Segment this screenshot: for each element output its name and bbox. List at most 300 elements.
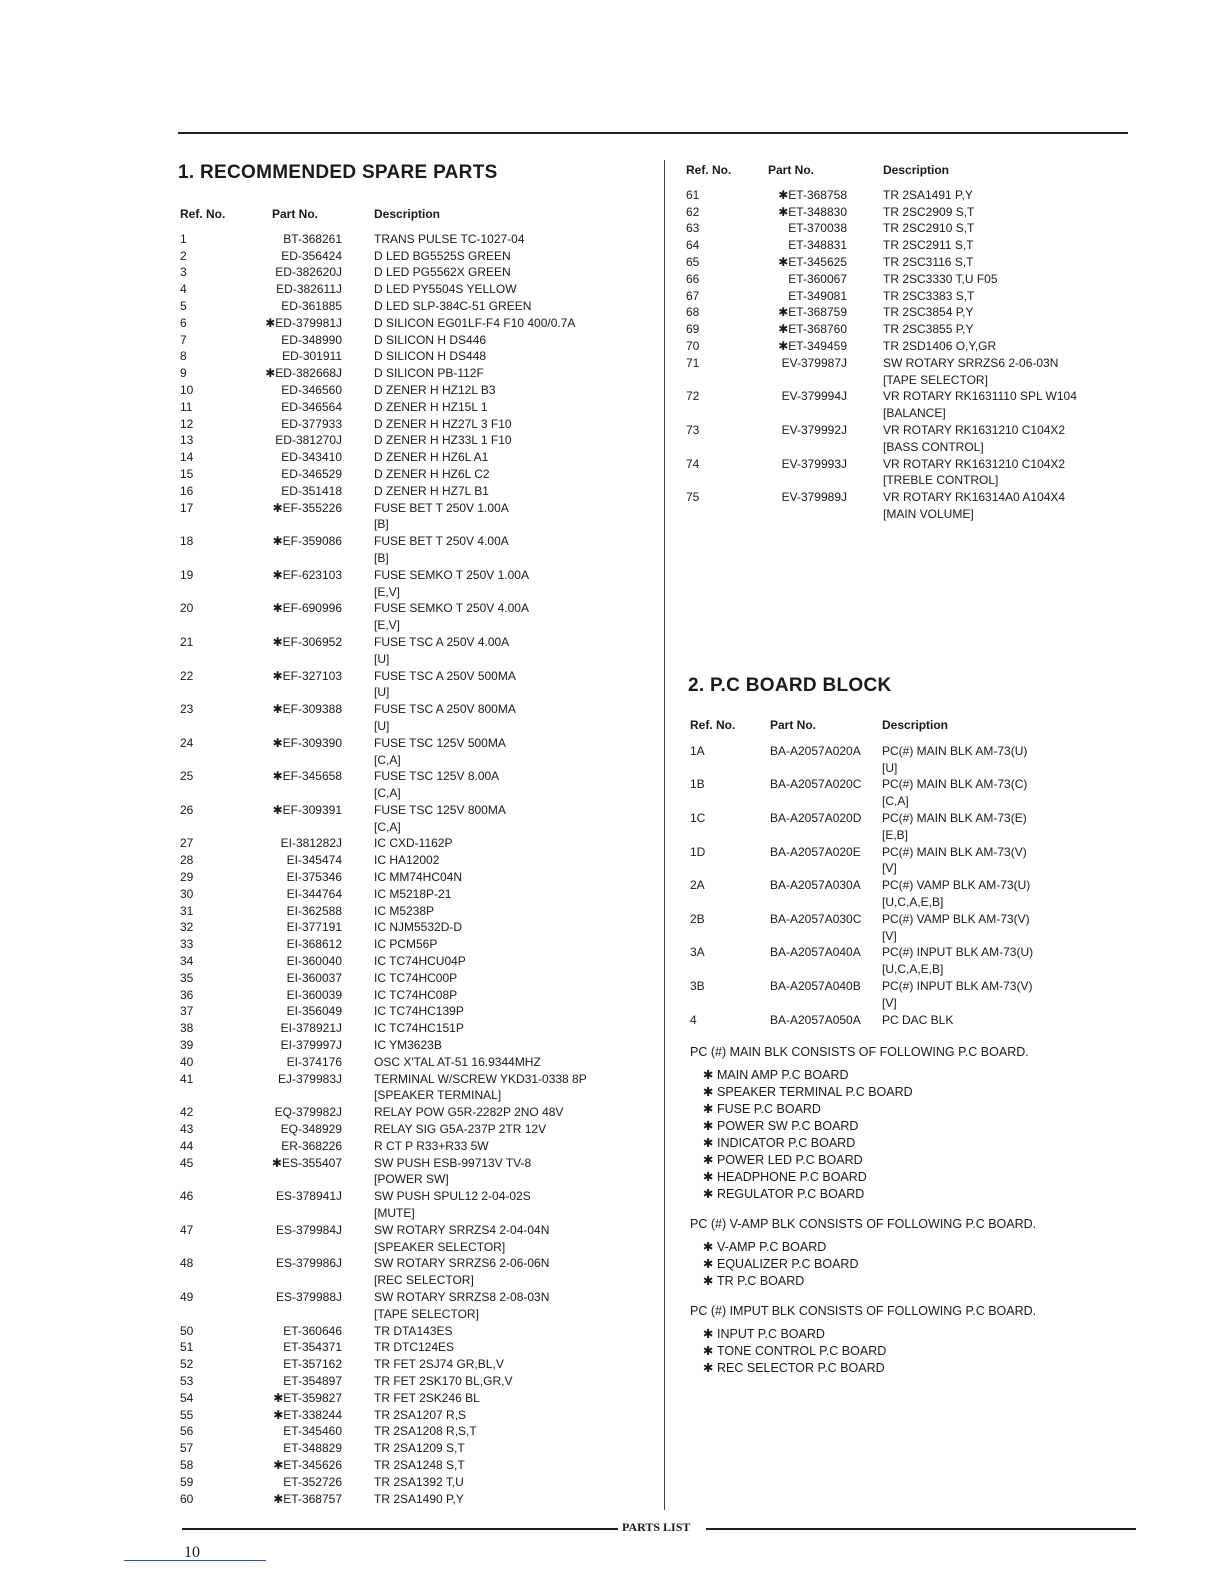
ref-no — [684, 187, 760, 204]
ref-no — [178, 1037, 264, 1054]
table-row — [178, 416, 587, 433]
part-no — [264, 835, 374, 852]
description-note: [U] — [882, 760, 898, 775]
part-no — [264, 416, 374, 433]
part-no — [264, 533, 374, 567]
part-no — [264, 987, 374, 1004]
table-row — [178, 1155, 587, 1189]
description — [882, 944, 1033, 978]
description-note: [U] — [374, 718, 390, 733]
ref-no — [684, 237, 760, 254]
ref-no — [688, 743, 770, 777]
part-no-text: BA-A2057A040B — [770, 978, 861, 993]
board-name: TONE CONTROL P.C BOARD — [717, 1344, 887, 1358]
description-text: IC TC74HC00P — [374, 970, 458, 985]
table-row — [178, 936, 587, 953]
description-text: SW PUSH SPUL12 2-04-02S — [374, 1189, 531, 1204]
description — [374, 802, 587, 836]
description — [374, 1339, 587, 1356]
ref-no-text: 29 — [180, 870, 194, 885]
board-name: TR P.C BOARD — [717, 1274, 805, 1288]
description-text: TR 2SD1406 O,Y,GR — [883, 338, 997, 353]
description — [374, 953, 587, 970]
ref-no-text: 68 — [686, 305, 700, 320]
pc-board-notes — [690, 1044, 1036, 1390]
part-no — [760, 204, 883, 221]
table-row — [684, 388, 1077, 422]
ref-no — [178, 970, 264, 987]
board-name: EQUALIZER P.C BOARD — [717, 1257, 859, 1271]
page-number: 10 — [184, 1544, 200, 1561]
ref-no — [684, 220, 760, 237]
table-row — [178, 365, 587, 382]
ref-no-text: 35 — [180, 970, 194, 985]
part-no-text: EI-368612 — [286, 937, 342, 952]
table-header-row — [684, 162, 1077, 187]
part-no-text: EV-379993J — [781, 456, 847, 471]
ref-no-text: 47 — [180, 1222, 194, 1237]
part-no — [264, 315, 374, 332]
part-no-text: ES-379988J — [275, 1290, 342, 1304]
description-text: IC MM74HC04N — [374, 870, 463, 885]
board-name: FUSE P.C BOARD — [717, 1102, 821, 1116]
description — [374, 1323, 587, 1340]
ref-no-text: 27 — [180, 836, 194, 851]
ref-no-text: 9 — [180, 366, 187, 381]
ref-no — [178, 248, 264, 265]
part-no-text: ED-348990 — [281, 332, 342, 347]
description — [374, 281, 587, 298]
ref-no — [178, 1474, 264, 1491]
description-text: TR 2SC3116 S,T — [883, 254, 974, 269]
asterisk-icon: ✱ — [703, 1327, 714, 1341]
part-no-text: ES-379986J — [275, 1256, 342, 1271]
table-row — [178, 701, 587, 735]
description-text: PC(#) MAIN BLK AM-73(V) — [882, 844, 1027, 859]
ref-no — [178, 1155, 264, 1189]
description-text: TR FET 2SK170 BL,GR,V — [374, 1373, 513, 1388]
section1-title: 1. RECOMMENDED SPARE PARTS — [178, 162, 498, 183]
part-no-text: ET-354897 — [283, 1373, 342, 1388]
description-note: [C,A] — [882, 794, 909, 809]
part-no-text: ✱EF-359086 — [272, 534, 342, 549]
part-no — [264, 1155, 374, 1189]
ref-no-text: 36 — [180, 987, 194, 1002]
part-no-text: ET-352726 — [283, 1474, 342, 1489]
description — [374, 970, 587, 987]
part-no — [760, 456, 883, 490]
part-no — [264, 903, 374, 920]
ref-no — [178, 1138, 264, 1155]
description — [374, 768, 587, 802]
description — [374, 449, 587, 466]
asterisk-icon: ✱ — [703, 1068, 714, 1082]
part-no — [770, 877, 882, 911]
part-no-text: ✱ET-368758 — [778, 187, 847, 202]
ref-no-text: 67 — [686, 288, 700, 303]
ref-no-text: 33 — [180, 937, 194, 952]
part-no — [760, 187, 883, 204]
column-divider — [664, 160, 665, 1510]
ref-no-text: 51 — [180, 1340, 194, 1355]
part-no-text: ✱EF-309388 — [272, 702, 342, 717]
ref-no-text: 56 — [180, 1424, 194, 1439]
board-name: HEADPHONE P.C BOARD — [717, 1170, 867, 1184]
description — [374, 869, 587, 886]
part-no-text: ED-381270J — [275, 433, 342, 448]
description — [374, 1020, 587, 1037]
table-row — [178, 399, 587, 416]
ref-no-text: 66 — [686, 271, 700, 286]
description — [883, 388, 1077, 422]
part-no-text: ✱ET-359827 — [273, 1390, 342, 1405]
part-no — [264, 1020, 374, 1037]
board-name: INPUT P.C BOARD — [717, 1327, 825, 1341]
part-no — [264, 231, 374, 248]
part-no — [264, 348, 374, 365]
ref-no-text: 41 — [180, 1071, 194, 1086]
description-text: IC HA12002 — [374, 853, 440, 868]
asterisk-icon: ✱ — [703, 1153, 714, 1167]
description-text: SW ROTARY SRRZS4 2-04-04N — [374, 1222, 550, 1237]
table-row — [688, 743, 1033, 777]
ref-no-text: 65 — [686, 254, 700, 269]
description-note: [C,A] — [374, 819, 401, 834]
ref-no-text: 52 — [180, 1357, 194, 1372]
ref-no-text: 22 — [180, 668, 194, 683]
part-no-text: ED-346564 — [281, 399, 342, 414]
part-no — [264, 281, 374, 298]
description-note: [SPEAKER TERMINAL] — [374, 1088, 502, 1103]
table-row — [178, 1222, 587, 1256]
part-no-text: ET-348829 — [283, 1441, 342, 1456]
part-no — [264, 332, 374, 349]
part-no-text: EV-379994J — [781, 389, 847, 404]
part-no — [264, 1121, 374, 1138]
description-note: [V] — [882, 861, 897, 876]
part-no-text: ✱EF-623103 — [272, 567, 342, 582]
table-row — [684, 271, 1077, 288]
description — [883, 422, 1077, 456]
ref-no — [684, 338, 760, 355]
description-text: TR 2SC3383 S,T — [883, 288, 975, 303]
description — [374, 1155, 587, 1189]
part-no-text: BA-A2057A040A — [770, 945, 861, 960]
ref-no — [178, 533, 264, 567]
description-text: TR 2SC2910 S,T — [883, 221, 975, 236]
description-text: FUSE BET T 250V 4.00A — [374, 534, 509, 549]
description — [374, 835, 587, 852]
list-item — [703, 1118, 1036, 1135]
table-row — [684, 338, 1077, 355]
part-no-text: BA-A2057A030C — [770, 911, 862, 926]
ref-header: Ref. No. — [690, 718, 736, 732]
ref-no-text: 64 — [686, 238, 700, 253]
description — [882, 911, 1033, 945]
ref-no-text: 37 — [180, 1004, 194, 1019]
description-text: D LED PG5562X GREEN — [374, 265, 511, 280]
description — [882, 810, 1033, 844]
ref-no-text: 45 — [180, 1155, 194, 1170]
description — [374, 1356, 587, 1373]
ref-no-text: 5 — [180, 298, 187, 313]
description-text: D ZENER H HZ6L C2 — [374, 466, 490, 481]
description — [374, 1104, 587, 1121]
ref-no-text: 13 — [180, 433, 194, 448]
part-no — [264, 1356, 374, 1373]
part-no — [264, 432, 374, 449]
description-note: [B] — [374, 550, 389, 565]
asterisk-icon: ✱ — [703, 1136, 714, 1150]
description-text: D ZENER H HZ7L B1 — [374, 483, 489, 498]
board-name: INDICATOR P.C BOARD — [717, 1136, 856, 1150]
description-text: D SILICON EG01LF-F4 F10 400/0.7A — [374, 315, 576, 330]
table-row — [178, 852, 587, 869]
part-no — [264, 1037, 374, 1054]
list-item — [703, 1273, 1036, 1290]
ref-no — [178, 1323, 264, 1340]
part-no — [770, 911, 882, 945]
part-no — [264, 852, 374, 869]
part-no — [264, 1491, 374, 1508]
ref-no — [178, 1390, 264, 1407]
part-no-text: BA-A2057A050A — [770, 1012, 861, 1027]
description-text: FUSE SEMKO T 250V 1.00A — [374, 567, 529, 582]
table-row — [178, 348, 587, 365]
ref-no-text: 8 — [180, 349, 187, 364]
part-no-text: ED-377933 — [281, 416, 342, 431]
ref-no-text: 57 — [180, 1441, 194, 1456]
part-no-text: EI-344764 — [286, 886, 342, 901]
list-item — [703, 1084, 1036, 1101]
part-no-text: ED-346560 — [281, 382, 342, 397]
description-text: OSC X'TAL AT-51 16.9344MHZ — [374, 1054, 541, 1069]
group-heading: PC (#) V-AMP BLK CONSISTS OF FOLLOWING P.C BOARD. — [690, 1217, 1037, 1231]
ref-no — [178, 432, 264, 449]
table-row — [178, 970, 587, 987]
description-text: IC CXD-1162P — [374, 836, 453, 851]
group-heading: PC (#) IMPUT BLK CONSISTS OF FOLLOWING P.C BOARD. — [690, 1304, 1037, 1318]
description-text: IC TC74HC08P — [374, 987, 458, 1002]
description-text: TERMINAL W/SCREW YKD31-0338 8P — [374, 1071, 587, 1086]
part-no-text: ✱ET-338244 — [273, 1407, 342, 1422]
description-note: [E,V] — [374, 618, 401, 633]
part-no — [760, 489, 883, 523]
part-no — [264, 382, 374, 399]
table-row — [178, 1373, 587, 1390]
table-header-row — [178, 206, 587, 231]
ref-no-text: 43 — [180, 1122, 194, 1137]
asterisk-icon: ✱ — [703, 1119, 714, 1133]
ref-no-text: 40 — [180, 1054, 194, 1069]
part-no — [264, 365, 374, 382]
ref-no-text: 39 — [180, 1038, 194, 1053]
asterisk-icon: ✱ — [703, 1257, 714, 1271]
description-text: IC NJM5532D-D — [374, 920, 463, 935]
description — [882, 776, 1033, 810]
part-no-text: ✱ET-345625 — [778, 254, 847, 269]
table-row — [178, 382, 587, 399]
ref-no — [688, 844, 770, 878]
ref-no-text: 6 — [180, 315, 187, 330]
table-row — [178, 1003, 587, 1020]
ref-no — [178, 500, 264, 534]
ref-no-text: 70 — [686, 338, 700, 353]
ref-no-text: 59 — [180, 1474, 194, 1489]
description — [374, 1071, 587, 1105]
ref-no-text: 23 — [180, 702, 194, 717]
ref-no-text: 54 — [180, 1390, 194, 1405]
table-row — [178, 1071, 587, 1105]
ref-no — [178, 919, 264, 936]
ref-no-text: 73 — [686, 422, 700, 437]
table-row — [178, 1356, 587, 1373]
part-no-text: ES-379984J — [275, 1222, 342, 1237]
ref-no-text: 53 — [180, 1373, 194, 1388]
footer-label: PARTS LIST — [618, 1520, 694, 1535]
ref-no-text: 4 — [180, 282, 187, 297]
description — [374, 936, 587, 953]
table-row — [688, 978, 1033, 1012]
part-no-text: BA-A2057A020A — [770, 743, 861, 758]
ref-no-text: 7 — [180, 332, 187, 347]
description-note: [MAIN VOLUME] — [883, 506, 974, 521]
part-no — [264, 1222, 374, 1256]
ref-no — [688, 810, 770, 844]
ref-no-text: 30 — [180, 886, 194, 901]
part-no — [264, 600, 374, 634]
description — [883, 304, 1077, 321]
part-no-text: EQ-348929 — [280, 1122, 342, 1137]
part-no-text: ET-360067 — [788, 271, 847, 286]
table-row — [178, 886, 587, 903]
description-note: [U,C,A,E,B] — [882, 894, 944, 909]
part-no — [760, 422, 883, 456]
description-text: D SILICON H DS448 — [374, 349, 487, 364]
description-text: IC YM3623B — [374, 1038, 442, 1053]
footer-rule-left — [182, 1528, 618, 1530]
description-text: TR 2SA1208 R,S,T — [374, 1424, 477, 1439]
description-note: [BALANCE] — [883, 406, 946, 421]
part-no-text: ER-368226 — [281, 1138, 342, 1153]
description-note: [V] — [882, 928, 897, 943]
description-text: TR 2SA1491 P,Y — [883, 187, 973, 202]
asterisk-icon: ✱ — [703, 1344, 714, 1358]
description — [374, 1222, 587, 1256]
list-item — [703, 1186, 1036, 1203]
table-row — [684, 254, 1077, 271]
ref-no — [178, 668, 264, 702]
description-text: TR 2SC2911 S,T — [883, 238, 974, 253]
part-no — [760, 355, 883, 389]
description-text: D ZENER H HZ12L B3 — [374, 382, 496, 397]
part-no — [264, 1339, 374, 1356]
description-text: IC TC74HC151P — [374, 1021, 464, 1036]
description — [374, 1491, 587, 1508]
description-note: [C,A] — [374, 752, 401, 767]
description-text: D ZENER H HZ27L 3 F10 — [374, 416, 512, 431]
ref-no — [178, 466, 264, 483]
ref-no-text: 1B — [690, 777, 705, 792]
part-no — [760, 388, 883, 422]
part-no-text: ED-343410 — [281, 450, 342, 465]
ref-no — [178, 348, 264, 365]
description-note: [MUTE] — [374, 1206, 415, 1221]
table-row — [178, 1054, 587, 1071]
list-item — [703, 1326, 1036, 1343]
part-no-text: ✱ED-379981J — [265, 315, 342, 330]
ref-no-text: 15 — [180, 466, 194, 481]
part-no — [264, 919, 374, 936]
description-text: D SILICON H DS446 — [374, 332, 487, 347]
part-no-text: EI-378921J — [280, 1021, 342, 1036]
table-row — [688, 944, 1033, 978]
ref-no-text: 12 — [180, 416, 194, 431]
part-no-text: EI-360040 — [286, 954, 342, 969]
list-item — [703, 1239, 1036, 1256]
description — [374, 1121, 587, 1138]
ref-no-text: 38 — [180, 1021, 194, 1036]
ref-no-text: 32 — [180, 920, 194, 935]
description — [374, 248, 587, 265]
ref-no-text: 11 — [180, 399, 193, 414]
description — [882, 1012, 1033, 1029]
part-no — [264, 970, 374, 987]
description-text: FUSE TSC A 250V 800MA — [374, 702, 516, 717]
ref-no — [178, 1440, 264, 1457]
description — [374, 852, 587, 869]
board-name: MAIN AMP P.C BOARD — [717, 1068, 849, 1082]
description — [883, 321, 1077, 338]
list-item — [703, 1169, 1036, 1186]
part-no — [264, 1440, 374, 1457]
part-no — [770, 1012, 882, 1029]
part-no-text: BA-A2057A020D — [770, 810, 862, 825]
part-no — [264, 1390, 374, 1407]
part-no-text: ET-348831 — [788, 238, 847, 253]
ref-no — [178, 281, 264, 298]
part-no — [264, 936, 374, 953]
part-no — [264, 1323, 374, 1340]
description-text: TRANS PULSE TC-1027-04 — [374, 231, 525, 246]
asterisk-icon: ✱ — [703, 1361, 714, 1375]
part-no — [264, 802, 374, 836]
description — [374, 634, 587, 668]
description-text: TR FET 2SK246 BL — [374, 1390, 480, 1405]
description-text: PC(#) INPUT BLK AM-73(U) — [882, 945, 1034, 960]
description-text: FUSE SEMKO T 250V 4.00A — [374, 601, 529, 616]
ref-no — [178, 1222, 264, 1256]
ref-no-text: 1 — [180, 231, 187, 246]
part-no — [760, 288, 883, 305]
ref-no-text: 2B — [690, 911, 705, 926]
part-no-text: ET-349081 — [788, 288, 847, 303]
part-no — [264, 886, 374, 903]
description — [374, 668, 587, 702]
description-text: PC(#) VAMP BLK AM-73(V) — [882, 911, 1030, 926]
description-note: [C,A] — [374, 786, 401, 801]
description — [374, 886, 587, 903]
table-row — [684, 237, 1077, 254]
description-text: PC(#) MAIN BLK AM-73(E) — [882, 810, 1027, 825]
description-text: TR 2SC3855 P,Y — [883, 322, 974, 337]
part-no-text: EI-360037 — [286, 970, 342, 985]
part-no — [264, 466, 374, 483]
ref-no-text: 60 — [180, 1491, 194, 1506]
part-no-text: ED-382620J — [275, 265, 342, 280]
top-rule — [178, 132, 1128, 134]
description-text: VR ROTARY RK1631110 SPL W104 — [883, 389, 1077, 404]
